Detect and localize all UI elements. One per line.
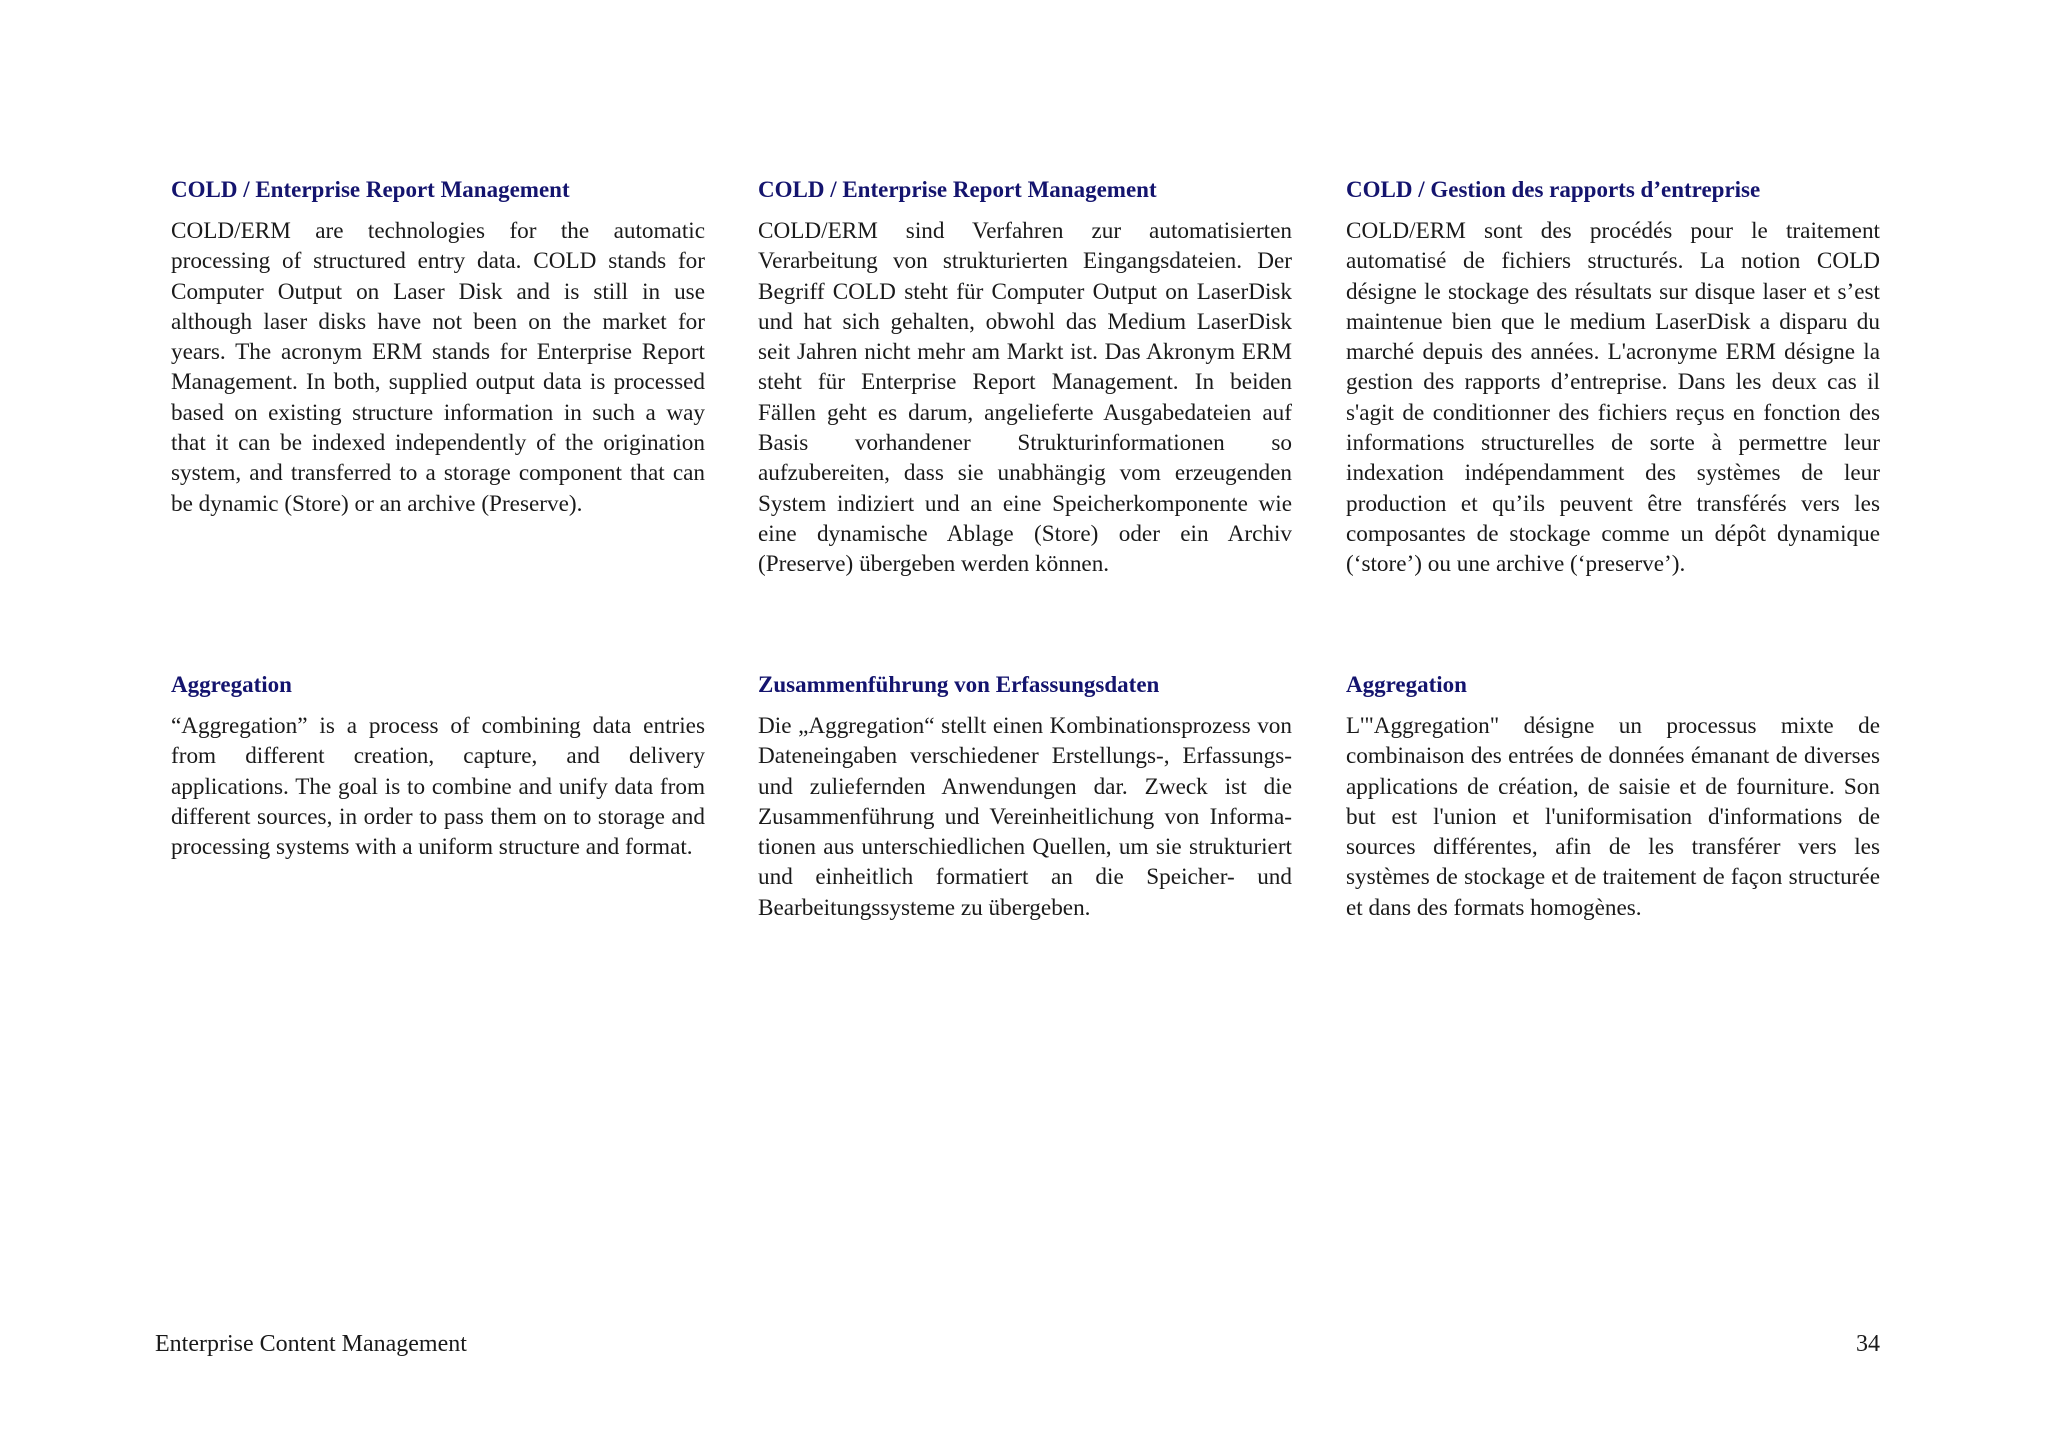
section-heading: COLD / Enterprise Report Management [758,177,1157,202]
footer-title: Enterprise Content Management [155,1331,467,1357]
section-body: Die „Aggregation“ stellt einen Kombinationsprozess von Dateneingaben verschiedener Erstellungs-, Erfassungs- und zuliefernden Anwendungen dar. Zweck ist die Zusammenführung und Vereinheitlichung von Informationen aus unterschiedlichen Quellen, um sie strukturiert und einheitlich formatiert an die Speicher- und Bearbeitungssysteme zu übergeben. [758,713,1292,921]
section-body: L'"Aggregation" désigne un processus mixte de combinaison des entrées de données émanant de diverses applications de création, de saisie et de fourniture. Son but est l'union et l'uniformisation d'informations de sources différentes, afin de les transférer vers les systèmes de stockage et de traitement de façon structurée et dans des formats homogènes. [1346,713,1880,921]
section-body: COLD/ERM sont des procédés pour le traitement automatisé de fichiers structurés. La notion COLD désigne le stockage des résultats sur disque laser et s’est maintenue bien que le medium LaserDisk a disparu du marché depuis des années. L'acronyme ERM désigne la gestion des rapports d’entreprise. Dans les deux cas il s'agit de conditionner des fichiers reçus en fonction des informations structurelles de sorte à permettre leur indexation indépendamment des systèmes de leur production et qu’ils peuvent être transférés vers les composantes de stockage comme un dépôt dynamique (‘store’) ou une archive (‘preserve’). [1346,218,1880,578]
section-cold-erm-en [171,172,705,519]
section-body: COLD/ERM are technologies for the automatic processing of structured entry data. COLD stands for Computer Output on Laser Disk and is still in use although laser disks have not been on the market for years. The acronym ERM stands for Enterprise Report Management. In both, supplied output data is processed based on existing structure information in such a way that it can be indexed independently of the origination system, and transferred to a storage component that can be dynamic (Store) or an archive (Preserve). [171,218,705,517]
section-body: “Aggregation” is a process of combining data entries from different creation, capture, and delivery applications. The goal is to combine and unify data from different sources, in order to pass them on to storage and processing systems with a uniform structure and format. [171,713,705,861]
section-heading: COLD / Enterprise Report Management [171,177,570,202]
section-cold-erm-fr [1346,172,1880,580]
section-cold-erm-de [758,172,1292,580]
section-body: COLD/ERM sind Verfahren zur automatisierten Verarbeitung von strukturierten Eingangsdateien. Der Begriff COLD steht für Computer Output on LaserDisk und hat sich gehalten, obwohl das Medium LaserDisk seit Jahren nicht mehr am Markt ist. Das Akronym ERM steht für Enterprise Report Management. In beiden Fällen geht es darum, angelieferte Ausgabedateien auf Basis vorhandener Strukturinformationen so aufzubereiten, dass sie unabhängig vom erzeugenden System indiziert und an eine Speicherkomponente wie eine dynamische Ablage (Store) oder ein Archiv (Preserve) übergeben werden können. [758,218,1292,578]
section-heading: Zusammenführung von Erfassungsdaten [758,672,1160,697]
page-number: 34 [1856,1331,1880,1357]
section-heading: COLD / Gestion des rapports d’entreprise [1346,177,1761,202]
section-aggregation-fr [1346,667,1880,923]
section-heading: Aggregation [1346,672,1467,697]
section-aggregation-de [758,667,1292,923]
section-heading: Aggregation [171,672,292,697]
section-aggregation-en [171,667,705,862]
